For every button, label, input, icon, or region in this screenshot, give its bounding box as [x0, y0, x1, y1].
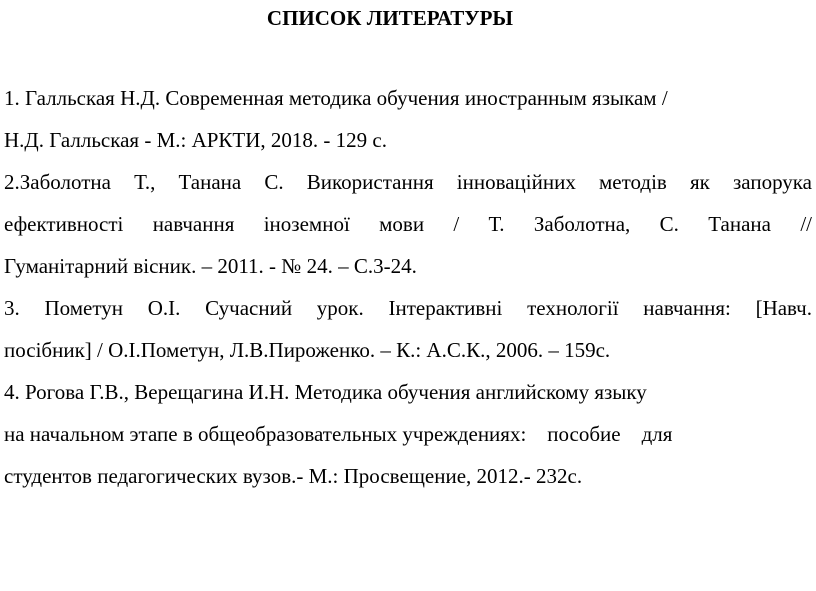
reference-1-line-1: 1. Галльская Н.Д. Современная методика обучения иностранным языкам / — [4, 86, 668, 110]
reference-2-line-2: ефективності навчання іноземної мови / Т. Заболотна, С. Танана // — [4, 212, 812, 236]
reference-2-line-1: 2.Заболотна Т., Танана С. Використання інноваційних методів як запорука — [4, 170, 812, 194]
reference-4-line-3: студентов педагогических вузов.- М.: Просвещение, 2012.- 232с. — [4, 464, 583, 488]
page-title: СПИСОК ЛИТЕРАТУРЫ — [266, 6, 514, 30]
reference-1-line-2: Н.Д. Галльская - М.: АРКТИ, 2018. - 129 с. — [4, 128, 387, 152]
reference-2-line-3: Гуманітарний вісник. – 2011. - № 24. – С.3-24. — [4, 254, 417, 278]
reference-4-line-2: на начальном этапе в общеобразовательных учреждениях: пособие для — [4, 422, 673, 446]
reference-3-line-1: 3. Пометун О.І. Сучасний урок. Інтерактивні технології навчання: [Навч. — [4, 296, 812, 320]
reference-3-line-2: посібник] / О.І.Пометун, Л.В.Пироженко. – К.: А.С.К., 2006. – 159с. — [4, 338, 611, 362]
reference-4-line-1: 4. Рогова Г.В., Верещагина И.Н. Методика обучения английскому языку — [4, 380, 647, 404]
